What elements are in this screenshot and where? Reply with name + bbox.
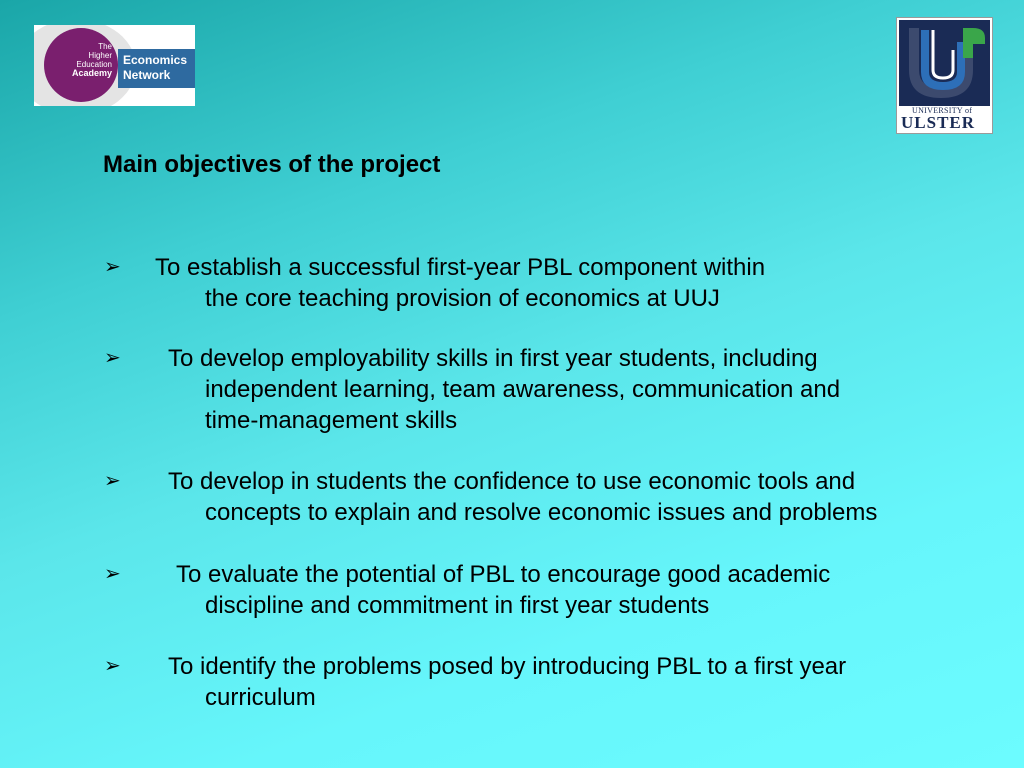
hea-text-education: Education — [76, 60, 112, 69]
bullet-line: To develop employability skills in first year students, including — [168, 345, 818, 372]
arrow-bullet-icon: ➢ — [104, 470, 121, 492]
arrow-bullet-icon: ➢ — [104, 655, 121, 677]
hea-text-academy: Academy — [71, 68, 112, 78]
ulster-text: ULSTER — [901, 113, 976, 132]
slide-title: Main objectives of the project — [103, 151, 441, 178]
economics-network-label — [118, 49, 195, 88]
hea-text-higher: Higher — [88, 51, 112, 60]
bullet-line: concepts to explain and resolve economic issues and problems — [205, 499, 878, 526]
hea-text-the: The — [98, 42, 112, 51]
arrow-bullet-icon: ➢ — [104, 256, 121, 278]
hea-economics-network-logo — [34, 25, 195, 106]
hea-disc-text — [52, 42, 112, 78]
ulster-wordmark — [901, 107, 989, 131]
bullet-line: time-management skills — [205, 407, 458, 434]
hea-disc — [44, 28, 118, 102]
arrow-bullet-icon: ➢ — [104, 347, 121, 369]
bullet-line: curriculum — [205, 684, 316, 711]
network-text: Network — [123, 68, 171, 82]
bullet-line: To evaluate the potential of PBL to encourage good academic — [176, 561, 831, 588]
economics-text: Economics — [123, 53, 188, 67]
bullet-line: To develop in students the confidence to use economic tools and — [168, 468, 856, 495]
university-of-ulster-logo — [896, 17, 993, 134]
arrow-bullet-icon: ➢ — [104, 563, 121, 585]
bullet-line: To establish a successful first-year PBL component within — [155, 254, 766, 281]
bullet-line: the core teaching provision of economics at UUJ — [205, 285, 720, 312]
bullet-line: To identify the problems posed by introducing PBL to a first year — [168, 653, 847, 680]
ulster-u-emblem — [899, 20, 990, 106]
bullet-line: discipline and commitment in first year students — [205, 592, 710, 619]
bullet-line: independent learning, team awareness, communication and — [205, 376, 841, 403]
university-of-text: UNIVERSITY of — [912, 106, 973, 115]
